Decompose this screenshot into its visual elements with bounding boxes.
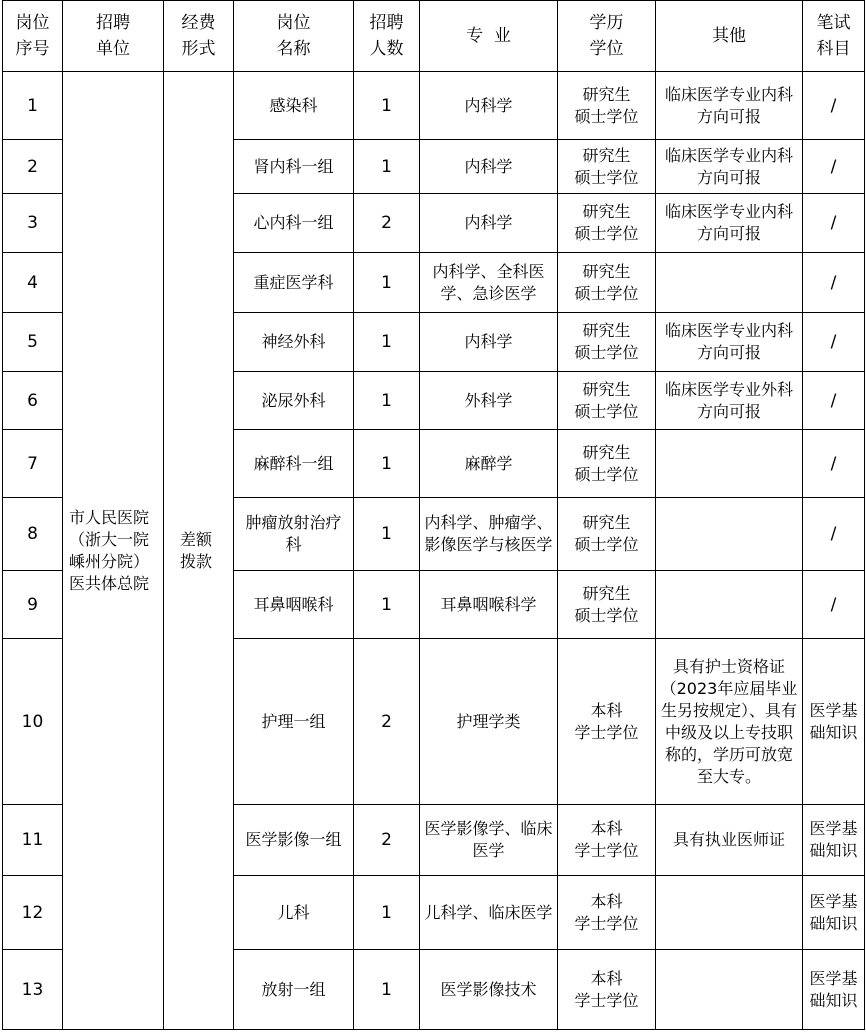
header-exam: 笔试 科目 — [803, 1, 865, 72]
recruitment-table — [2, 0, 865, 1030]
major-cell: 内科学 — [420, 140, 558, 194]
fund-cell: 差额拨款 — [164, 72, 234, 1030]
header-other: 其他 — [656, 1, 803, 72]
post-count: 2 — [354, 194, 420, 253]
table-row — [3, 72, 865, 140]
exam-cell: 医学基础知识 — [803, 639, 865, 805]
header-row — [3, 1, 865, 72]
edu-cell: 研究生 硕士学位 — [558, 372, 656, 430]
post-name: 医学影像一组 — [234, 805, 354, 876]
row-number: 4 — [3, 253, 63, 313]
post-count: 1 — [354, 571, 420, 639]
other-cell: 临床医学专业内科方向可报 — [656, 313, 803, 372]
row-number: 10 — [3, 639, 63, 805]
other-cell — [656, 498, 803, 571]
other-cell: 具有护士资格证（2023年应届毕业生另按规定）、具有中级及以上专技职称的，学历可放宽至大专。 — [656, 639, 803, 805]
header-unit: 招聘 单位 — [63, 1, 164, 72]
post-name: 护理一组 — [234, 639, 354, 805]
row-number: 9 — [3, 571, 63, 639]
unit-cell: 市人民医院（浙大一院嵊州分院）医共体总院 — [63, 72, 164, 1030]
header-seq: 岗位 序号 — [3, 1, 63, 72]
other-cell — [656, 253, 803, 313]
header-major: 专 业 — [420, 1, 558, 72]
other-cell: 临床医学专业内科方向可报 — [656, 140, 803, 194]
post-count: 1 — [354, 430, 420, 498]
post-count: 2 — [354, 639, 420, 805]
post-count: 2 — [354, 805, 420, 876]
major-cell: 医学影像技术 — [420, 950, 558, 1030]
exam-cell: 医学基础知识 — [803, 805, 865, 876]
edu-cell: 研究生 硕士学位 — [558, 498, 656, 571]
header-post: 岗位 名称 — [234, 1, 354, 72]
major-cell: 儿科学、临床医学 — [420, 876, 558, 950]
edu-cell: 研究生 硕士学位 — [558, 72, 656, 140]
post-count: 1 — [354, 253, 420, 313]
post-count: 1 — [354, 72, 420, 140]
row-number: 11 — [3, 805, 63, 876]
row-number: 5 — [3, 313, 63, 372]
exam-cell: / — [803, 571, 865, 639]
major-cell: 护理学类 — [420, 639, 558, 805]
major-cell: 内科学、全科医学、急诊医学 — [420, 253, 558, 313]
post-count: 1 — [354, 372, 420, 430]
post-name: 放射一组 — [234, 950, 354, 1030]
row-number: 2 — [3, 140, 63, 194]
post-name: 肾内科一组 — [234, 140, 354, 194]
other-cell: 临床医学专业内科方向可报 — [656, 72, 803, 140]
edu-cell: 研究生 硕士学位 — [558, 430, 656, 498]
other-cell: 具有执业医师证 — [656, 805, 803, 876]
post-name: 肿瘤放射治疗科 — [234, 498, 354, 571]
other-cell — [656, 571, 803, 639]
other-cell — [656, 876, 803, 950]
edu-cell: 研究生 硕士学位 — [558, 194, 656, 253]
post-name: 儿科 — [234, 876, 354, 950]
edu-cell: 研究生 硕士学位 — [558, 571, 656, 639]
post-name: 心内科一组 — [234, 194, 354, 253]
row-number: 7 — [3, 430, 63, 498]
other-cell — [656, 430, 803, 498]
header-fund: 经费 形式 — [164, 1, 234, 72]
exam-cell: / — [803, 430, 865, 498]
major-cell: 麻醉学 — [420, 430, 558, 498]
other-cell — [656, 950, 803, 1030]
post-name: 泌尿外科 — [234, 372, 354, 430]
post-name: 耳鼻咽喉科 — [234, 571, 354, 639]
edu-cell: 研究生 硕士学位 — [558, 140, 656, 194]
exam-cell: / — [803, 372, 865, 430]
exam-cell: / — [803, 72, 865, 140]
post-count: 1 — [354, 313, 420, 372]
other-cell: 临床医学专业外科方向可报 — [656, 372, 803, 430]
post-count: 1 — [354, 498, 420, 571]
row-number: 6 — [3, 372, 63, 430]
exam-cell: 医学基础知识 — [803, 876, 865, 950]
major-cell: 内科学 — [420, 313, 558, 372]
header-edu: 学历 学位 — [558, 1, 656, 72]
major-cell: 耳鼻咽喉科学 — [420, 571, 558, 639]
exam-cell: / — [803, 498, 865, 571]
row-number: 12 — [3, 876, 63, 950]
exam-cell: / — [803, 140, 865, 194]
post-name: 感染科 — [234, 72, 354, 140]
major-cell: 内科学 — [420, 72, 558, 140]
post-name: 麻醉科一组 — [234, 430, 354, 498]
row-number: 8 — [3, 498, 63, 571]
header-count: 招聘 人数 — [354, 1, 420, 72]
major-cell: 外科学 — [420, 372, 558, 430]
edu-cell: 本科 学士学位 — [558, 805, 656, 876]
major-cell: 内科学 — [420, 194, 558, 253]
edu-cell: 研究生 硕士学位 — [558, 253, 656, 313]
edu-cell: 本科 学士学位 — [558, 639, 656, 805]
post-name: 重症医学科 — [234, 253, 354, 313]
post-name: 神经外科 — [234, 313, 354, 372]
exam-cell: / — [803, 313, 865, 372]
edu-cell: 本科 学士学位 — [558, 950, 656, 1030]
post-count: 1 — [354, 950, 420, 1030]
edu-cell: 研究生 硕士学位 — [558, 313, 656, 372]
major-cell: 医学影像学、临床医学 — [420, 805, 558, 876]
post-count: 1 — [354, 876, 420, 950]
exam-cell: 医学基础知识 — [803, 950, 865, 1030]
row-number: 13 — [3, 950, 63, 1030]
exam-cell: / — [803, 253, 865, 313]
major-cell: 内科学、肿瘤学、影像医学与核医学 — [420, 498, 558, 571]
edu-cell: 本科 学士学位 — [558, 876, 656, 950]
row-number: 3 — [3, 194, 63, 253]
post-count: 1 — [354, 140, 420, 194]
exam-cell: / — [803, 194, 865, 253]
row-number: 1 — [3, 72, 63, 140]
other-cell: 临床医学专业内科方向可报 — [656, 194, 803, 253]
